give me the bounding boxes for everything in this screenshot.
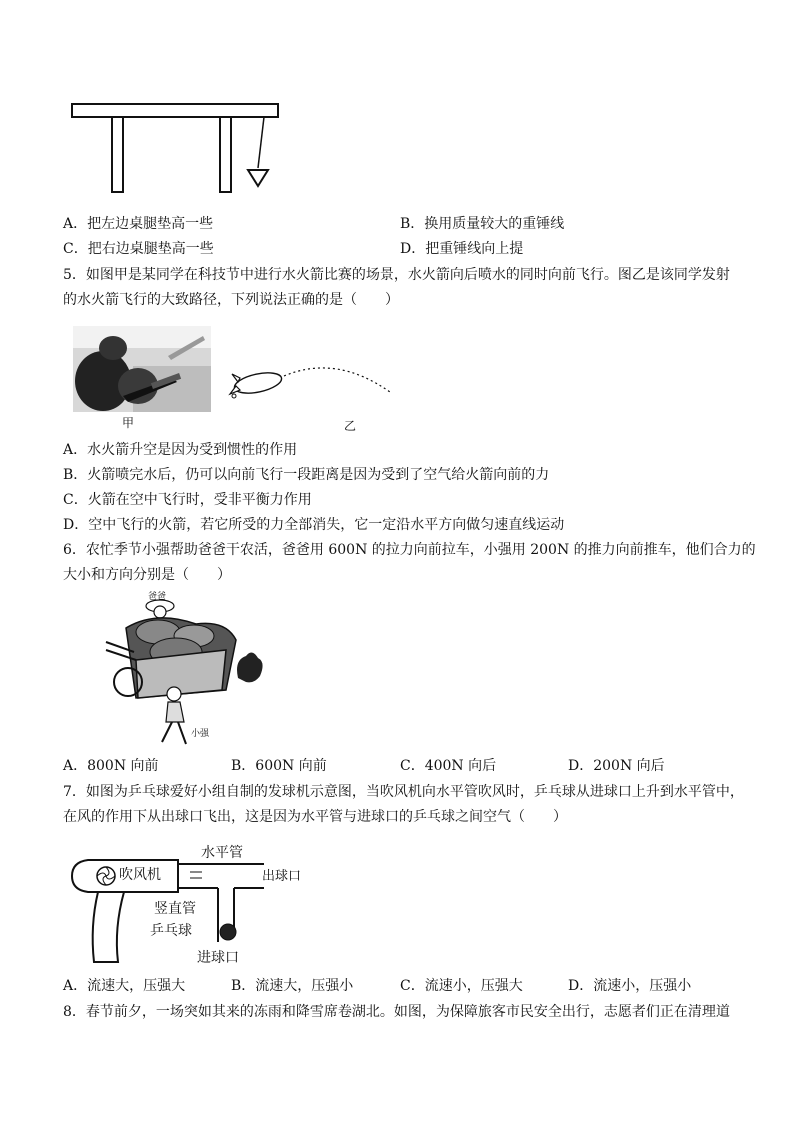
- q4-option-d[interactable]: D．把重锤线向上提: [400, 241, 524, 257]
- q5-stem-line-1: 5．如图甲是某同学在科技节中进行水火箭比赛的场景，水火箭向后喷水的同时向前飞行。图乙是该同学发射: [63, 267, 730, 283]
- label-vertical-pipe: 竖直管: [154, 901, 196, 917]
- q7-stem-line-2: 在风的作用下从出球口飞出，这是因为水平管与进球口的乒乓球之间空气（ ）: [63, 809, 567, 825]
- table-right-leg: [220, 117, 231, 192]
- q7-option-d[interactable]: D．流速小，压强小: [568, 978, 692, 994]
- q6-option-b[interactable]: B．600N 向前: [231, 758, 327, 774]
- q5-option-a[interactable]: A．水火箭升空是因为受到惯性的作用: [63, 442, 298, 458]
- q7-stem-line-1: 7．如图为乒乓球爱好小组自制的发球机示意图，当吹风机向水平管吹风时，乒乓球从进球口上升到水平管中，: [63, 784, 744, 800]
- plumb-bob: [248, 170, 268, 186]
- q5-option-d[interactable]: D．空中飞行的火箭，若它所受的力全部消失，它一定沿水平方向做匀速直线运动: [63, 517, 565, 533]
- q6-stem-line-1: 6．农忙季节小强帮助爸爸干农活，爸爸用 600N 的拉力向前拉车，小强用 200N 的推力向前推车，他们合力的: [63, 542, 756, 558]
- ping-pong-ball: [220, 924, 236, 940]
- label-outlet: 出球口: [262, 869, 302, 884]
- q4-option-c[interactable]: C．把右边桌腿垫高一些: [63, 241, 214, 257]
- q4-option-b[interactable]: B．换用质量较大的重锤线: [400, 216, 565, 232]
- label-baba: 爸爸: [148, 592, 167, 602]
- rocket-path-diagram: [226, 360, 396, 406]
- q6-stem-line-2: 大小和方向分别是（ ）: [63, 567, 231, 583]
- q6-option-c[interactable]: C．400N 向后: [400, 758, 497, 774]
- q8-stem-line-1: 8．春节前夕，一场突如其来的冻雨和降雪席卷湖北。如图，为保障旅客市民安全出行，志愿者们正在清理道: [63, 1004, 730, 1020]
- label-ball: 乒乓球: [150, 923, 192, 939]
- table-plumb-line-figure: [68, 100, 288, 200]
- water-rocket-photo: [73, 326, 211, 412]
- q7-option-c[interactable]: C．流速小，压强大: [400, 978, 523, 994]
- cart: [106, 618, 236, 698]
- bush-icon: [237, 652, 263, 682]
- cart-figure: [76, 590, 266, 750]
- label-blower: 吹风机: [119, 867, 161, 883]
- q5-stem-line-2: 的水火箭飞行的大致路径，下列说法正确的是（ ）: [63, 292, 399, 308]
- caption-jia: 甲: [122, 416, 135, 430]
- table-left-leg: [112, 117, 123, 192]
- q7-option-b[interactable]: B．流速大，压强小: [231, 978, 354, 994]
- label-horizontal-pipe: 水平管: [201, 845, 243, 861]
- father-figure: [146, 600, 174, 618]
- q5-option-c[interactable]: C．火箭在空中飞行时，受非平衡力作用: [63, 492, 312, 508]
- q6-option-d[interactable]: D．200N 向后: [568, 758, 665, 774]
- caption-yi: 乙: [344, 419, 357, 433]
- label-xiaoqiang: 小强: [191, 729, 210, 739]
- q5-option-b[interactable]: B．火箭喷完水后，仍可以向前飞行一段距离是因为受到了空气给火箭向前的力: [63, 467, 550, 483]
- rocket-icon: [230, 369, 283, 398]
- plumb-string: [258, 117, 264, 168]
- q4-option-a[interactable]: A．把左边桌腿垫高一些: [63, 216, 214, 232]
- label-inlet: 进球口: [197, 950, 239, 966]
- rocket-trajectory: [284, 368, 390, 392]
- table-top: [72, 104, 278, 117]
- q7-option-a[interactable]: A．流速大，压强大: [63, 978, 186, 994]
- q6-option-a[interactable]: A．800N 向前: [63, 758, 159, 774]
